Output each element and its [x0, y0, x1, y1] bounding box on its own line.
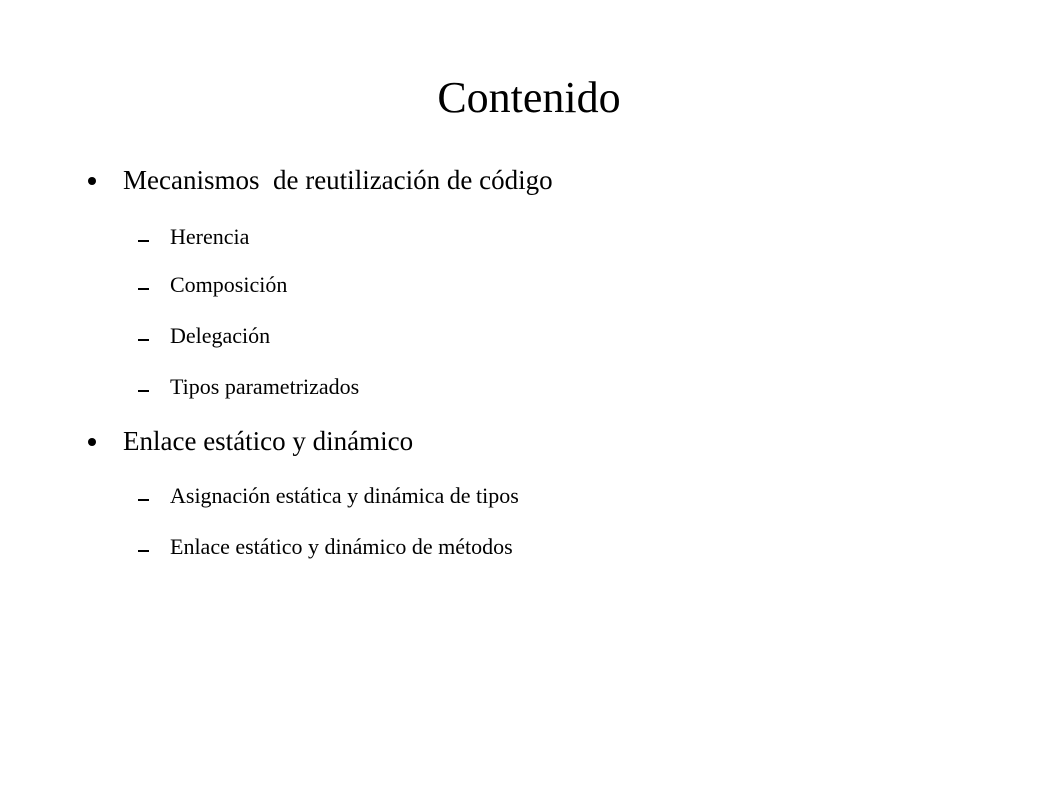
sub-item-text: Asignación estática y dinámica de tipos [170, 483, 519, 508]
sub-item-text: Herencia [170, 224, 250, 249]
bullet-text: Mecanismos de reutilización de código [123, 165, 553, 195]
sub-item-text: Composición [170, 272, 288, 297]
dash-icon [138, 288, 149, 290]
sub-item-text: Tipos parametrizados [170, 374, 360, 399]
bullet-dot-icon [88, 438, 96, 446]
dash-icon [138, 550, 149, 552]
sub-item-text: Delegación [170, 323, 271, 348]
dash-icon [138, 390, 149, 392]
dash-icon [138, 339, 149, 341]
bullet-text: Enlace estático y dinámico [123, 426, 414, 456]
slide-title: Contenido [437, 73, 621, 122]
dash-icon [138, 499, 149, 501]
bullet-dot-icon [88, 177, 96, 185]
dash-icon [138, 240, 149, 242]
sub-item-text: Enlace estático y dinámico de métodos [170, 534, 513, 559]
